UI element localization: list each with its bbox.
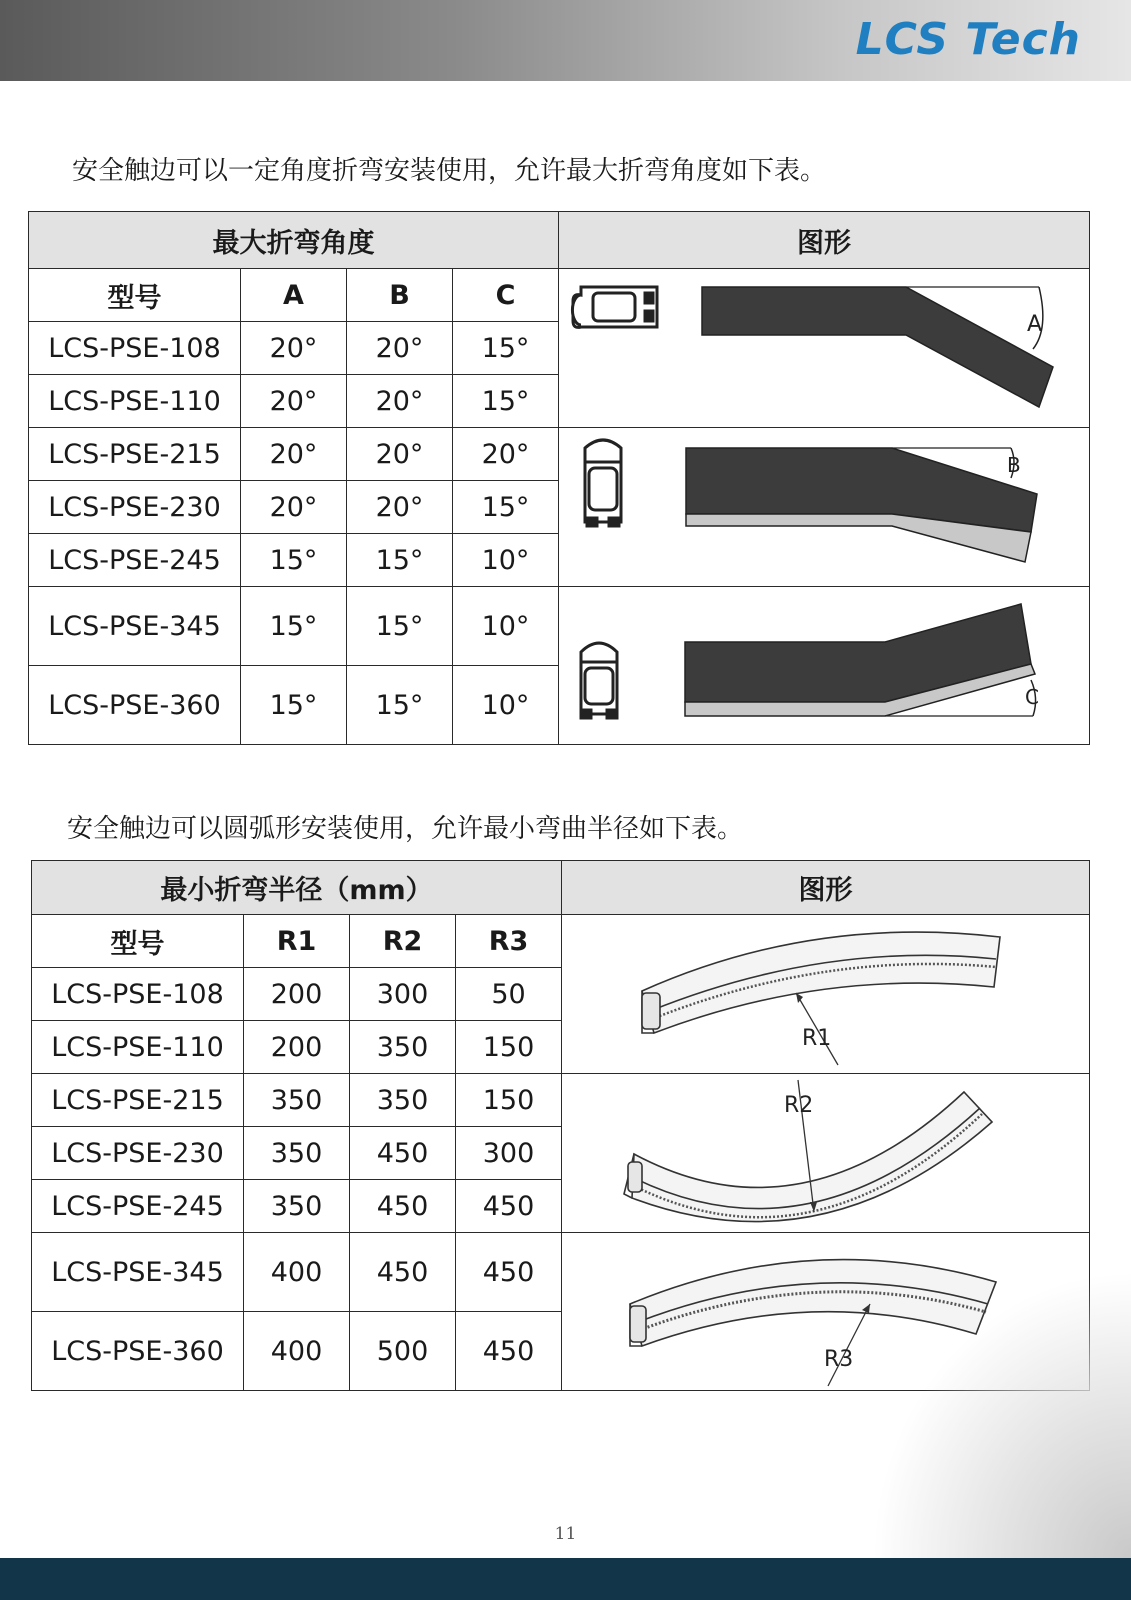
figure-label-c: C [1025,684,1039,709]
group-header: 最大折弯角度 [29,212,559,269]
table-row-cell: 20° [347,322,453,375]
bent-strip-a [702,287,1053,407]
bend-figure-b [559,428,1090,587]
column-header-b: B [347,269,453,322]
table-row-cell: LCS-PSE-108 [32,968,244,1021]
table-row-cell: 200 [244,968,350,1021]
table-row-cell: LCS-PSE-215 [32,1074,244,1127]
bent-strip-b [686,448,1037,562]
column-header-r2: R2 [350,915,456,968]
footer-band [0,1558,1131,1600]
table-row-cell: 350 [244,1180,350,1233]
table-row-cell: 10° [453,666,559,745]
column-header-a: A [241,269,347,322]
figure-label-r1: R1 [802,1026,832,1051]
table-row-cell: 20° [347,481,453,534]
table-row-cell: 150 [456,1021,562,1074]
corner-shade [871,1270,1131,1558]
table-row-cell: 450 [456,1312,562,1391]
table-row-cell: 350 [350,1074,456,1127]
brand-logo: LCS Tech [855,14,1081,65]
table-row-cell: LCS-PSE-110 [29,375,241,428]
figure-label-r3: R3 [824,1346,854,1372]
table-row-cell: 450 [350,1127,456,1180]
table-row-cell: 20° [241,481,347,534]
table-row-cell: LCS-PSE-230 [29,481,241,534]
table-row-cell: 300 [350,968,456,1021]
table-row-cell: 350 [350,1021,456,1074]
table-row-cell: LCS-PSE-110 [32,1021,244,1074]
table-row-cell: 50 [456,968,562,1021]
table-row-cell: 15° [453,481,559,534]
table-row-cell: 20° [347,428,453,481]
table-row-cell: LCS-PSE-360 [29,666,241,745]
table-row-cell: 20° [241,322,347,375]
table-row-cell: 450 [350,1180,456,1233]
radius-figure-r2 [562,1074,1090,1233]
table-row-cell: 350 [244,1074,350,1127]
curved-strip-r1 [642,932,1000,1033]
profile-215-icon [585,440,621,526]
figure-label-r2: R2 [784,1093,814,1118]
intro-text-angle: 安全触边可以一定角度折弯安装使用，允许最大折弯角度如下表。 [72,156,827,186]
table-row-cell: LCS-PSE-108 [29,322,241,375]
table-row-cell: 15° [347,666,453,745]
table-row-cell: LCS-PSE-230 [32,1127,244,1180]
table-row-cell: LCS-PSE-245 [32,1180,244,1233]
radius-figure-r1 [562,915,1090,1074]
table-row-cell: 300 [456,1127,562,1180]
bent-strip-c [685,604,1035,716]
table-row-cell: 400 [244,1233,350,1312]
table-row-cell: 450 [350,1233,456,1312]
column-header-model: 型号 [32,915,244,968]
table-row-cell: 350 [244,1127,350,1180]
table-row-cell: 10° [453,587,559,666]
table-row-cell: 450 [456,1180,562,1233]
table-row-cell: 400 [244,1312,350,1391]
table-row-cell: LCS-PSE-215 [29,428,241,481]
table-row-cell: 500 [350,1312,456,1391]
figure-header: 图形 [562,861,1090,915]
table-row-cell: 15° [241,587,347,666]
column-header-c: C [453,269,559,322]
page-number: 11 [554,1524,577,1544]
figure-header: 图形 [559,212,1090,269]
table-row-cell: LCS-PSE-345 [32,1233,244,1312]
column-header-model: 型号 [29,269,241,322]
intro-text-radius: 安全触边可以圆弧形安装使用，允许最小弯曲半径如下表。 [67,814,744,844]
table-row-cell: 15° [453,375,559,428]
figure-label-b: B [1007,453,1021,477]
max-bend-angle-table [28,211,1090,745]
figure-label-a: A [1027,312,1043,337]
table-row-cell: 200 [244,1021,350,1074]
bend-figure-c [559,587,1090,745]
profile-345-icon [581,643,617,718]
table-row-cell: 20° [347,375,453,428]
table-row-cell: LCS-PSE-245 [29,534,241,587]
column-header-r1: R1 [244,915,350,968]
table-row-cell: LCS-PSE-360 [32,1312,244,1391]
bend-figure-a [559,269,1090,428]
column-header-r3: R3 [456,915,562,968]
table-row-cell: 20° [241,428,347,481]
group-header: 最小折弯半径（mm） [32,861,562,915]
table-row-cell: 15° [347,587,453,666]
table-row-cell: 15° [453,322,559,375]
table-row-cell: 450 [456,1233,562,1312]
table-row-cell: 15° [347,534,453,587]
table-row-cell: 15° [241,666,347,745]
table-row-cell: 15° [241,534,347,587]
profile-108-icon [572,287,657,327]
table-row-cell: 10° [453,534,559,587]
table-row-cell: 150 [456,1074,562,1127]
table-row-cell: 20° [453,428,559,481]
table-row-cell: 20° [241,375,347,428]
table-row-cell: LCS-PSE-345 [29,587,241,666]
